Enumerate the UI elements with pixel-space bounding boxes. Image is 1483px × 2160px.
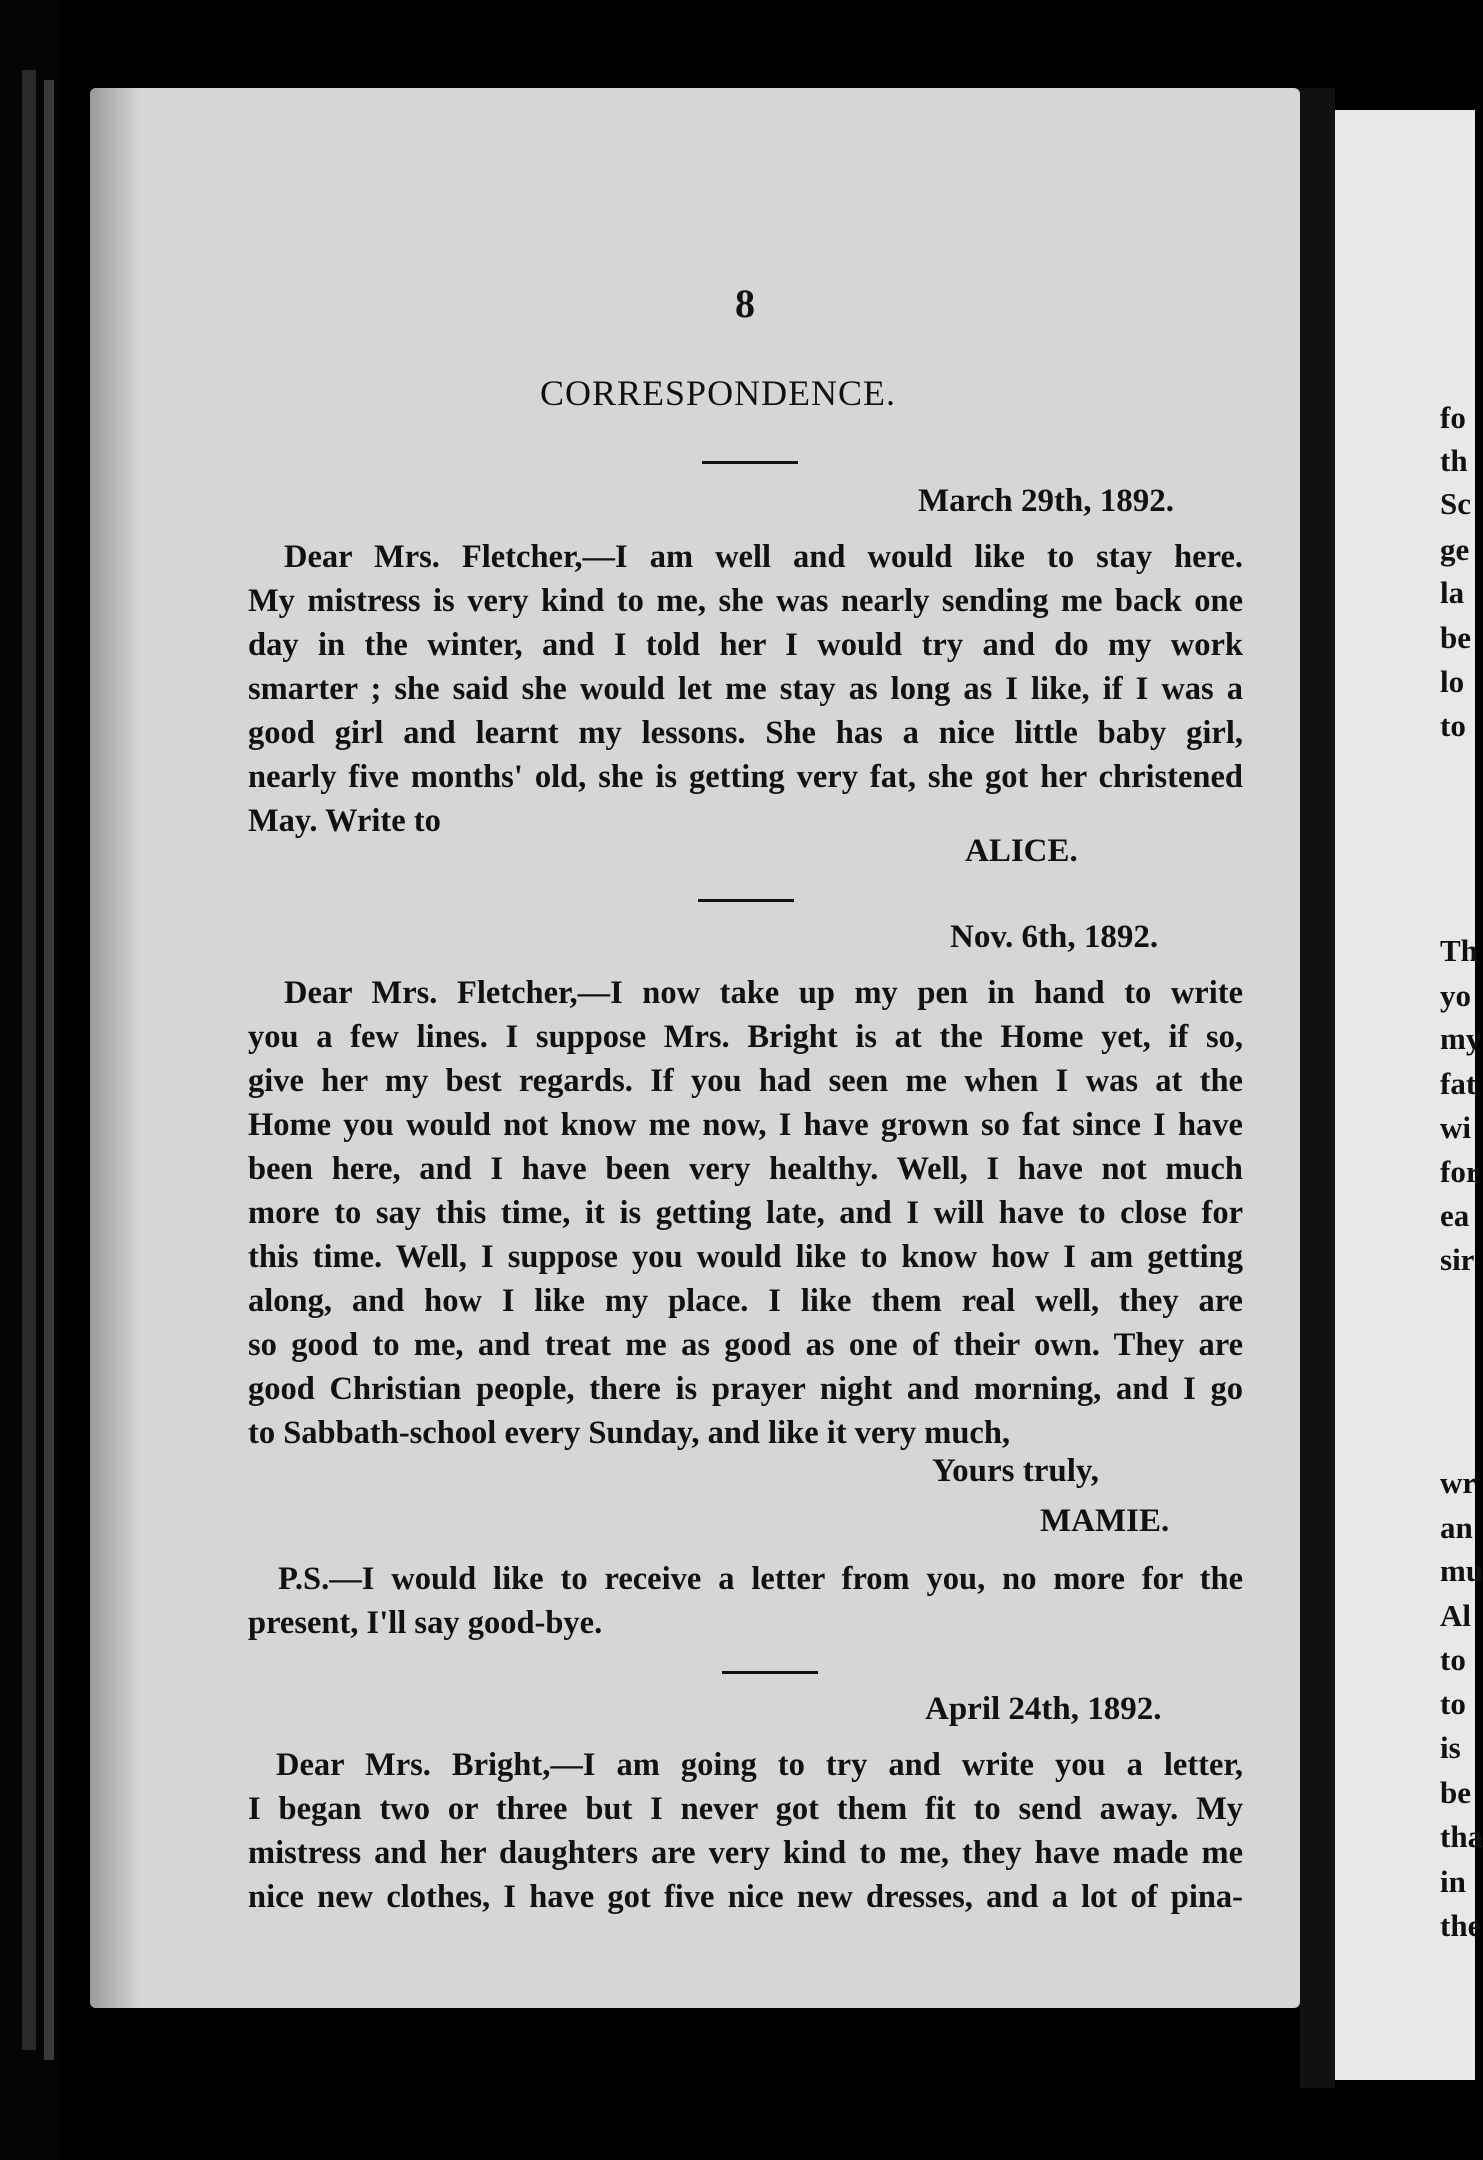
section-divider [722,1671,818,1674]
letter-date: Nov. 6th, 1892. [950,919,1159,955]
facing-page-text: fat [1440,1066,1477,1101]
facing-page-text: for [1440,1154,1480,1189]
text-line: give her my best regards. If you had seen me when I was at the [248,1063,1243,1099]
text-line: smarter ; she said she would let me stay as long as I like, if I was a [248,671,1243,707]
letter-date: April 24th, 1892. [925,1691,1162,1727]
facing-page-text: in [1440,1864,1466,1899]
facing-page-text: wr [1440,1465,1477,1500]
facing-page-text: my [1440,1021,1482,1056]
text-line: May. Write to [248,803,441,839]
facing-page-text: an [1440,1510,1473,1545]
facing-page-text: is [1440,1730,1461,1765]
facing-page-text: yo [1440,978,1471,1013]
text-line: Home you would not know me now, I have grown so fat since I have [248,1107,1243,1143]
facing-page-text: lo [1440,664,1465,699]
text-line: Dear Mrs. Fletcher,—I now take up my pen in hand to write [284,975,1243,1011]
facing-page-text: Sc [1440,486,1471,521]
letter-body [248,535,1243,843]
facing-page-text: tha [1440,1819,1483,1854]
page-title: CORRESPONDENCE. [540,373,897,413]
letter-signature: ALICE. [965,833,1078,869]
facing-page-text: sir [1440,1242,1475,1277]
letter-date: March 29th, 1892. [918,483,1175,519]
page-shadow [90,88,140,2008]
text-line: been here, and I have been very healthy. Well, I have not much [248,1151,1243,1187]
book-spine-stripe [44,80,54,2060]
text-line: along, and how I like my place. I like them real well, they are [248,1283,1243,1319]
text-line: P.S.—I would like to receive a letter from you, no more for the [278,1561,1243,1597]
text-line: day in the winter, and I told her I would try and do my work [248,627,1243,663]
book-gutter [1300,88,1335,2088]
section-divider [702,461,798,464]
text-line: Dear Mrs. Bright,—I am going to try and write you a letter, [276,1747,1243,1783]
text-line: good girl and learnt my lessons. She has a nice little baby girl, [248,715,1243,751]
text-line: My mistress is very kind to me, she was nearly sending me back one [248,583,1243,619]
letter-body [248,1743,1243,1919]
facing-page-text: mu [1440,1553,1483,1588]
facing-page-text: ge [1440,532,1470,567]
postscript [248,1557,1243,1645]
facing-page-text: fo [1440,400,1466,435]
text-line: this time. Well, I suppose you would like to know how I am getting [248,1239,1243,1275]
facing-page-text: Al [1440,1598,1471,1633]
text-line: present, I'll say good-bye. [248,1605,603,1641]
letter-signature: MAMIE. [1040,1503,1170,1539]
letter-body [248,971,1243,1455]
letter-closing: Yours truly, [932,1453,1099,1489]
facing-page-text: ea [1440,1198,1470,1233]
text-line: mistress and her daughters are very kind to me, they have made me [248,1835,1243,1871]
section-divider [698,899,794,902]
page-number: 8 [735,281,755,326]
text-line: so good to me, and treat me as good as one of their own. They are [248,1327,1243,1363]
facing-page-text: the [1440,1908,1482,1943]
facing-page-text: wi [1440,1110,1471,1145]
text-line: to Sabbath-school every Sunday, and like it very much, [248,1415,1011,1451]
facing-page-text: to [1440,1642,1466,1677]
facing-page-text: be [1440,1775,1471,1810]
facing-page-text: to [1440,708,1466,743]
facing-page-text: to [1440,1686,1466,1721]
text-line: good Christian people, there is prayer night and morning, and I go [248,1371,1243,1407]
text-line: more to say this time, it is getting late, and I will have to close for [248,1195,1243,1231]
facing-page-text: th [1440,443,1468,478]
facing-page-text: la [1440,575,1465,610]
text-line: nice new clothes, I have got five nice new dresses, and a lot of pina- [248,1879,1243,1915]
text-line: nearly five months' old, she is getting very fat, she got her christened [248,759,1243,795]
text-line: you a few lines. I suppose Mrs. Bright is at the Home yet, if so, [248,1019,1243,1055]
book-spine-stripe [22,70,36,2050]
text-line: Dear Mrs. Fletcher,—I am well and would like to stay here. [284,539,1243,575]
facing-page-text: be [1440,620,1471,655]
facing-page-text: Th [1440,933,1478,968]
text-line: I began two or three but I never got them fit to send away. My [248,1791,1243,1827]
